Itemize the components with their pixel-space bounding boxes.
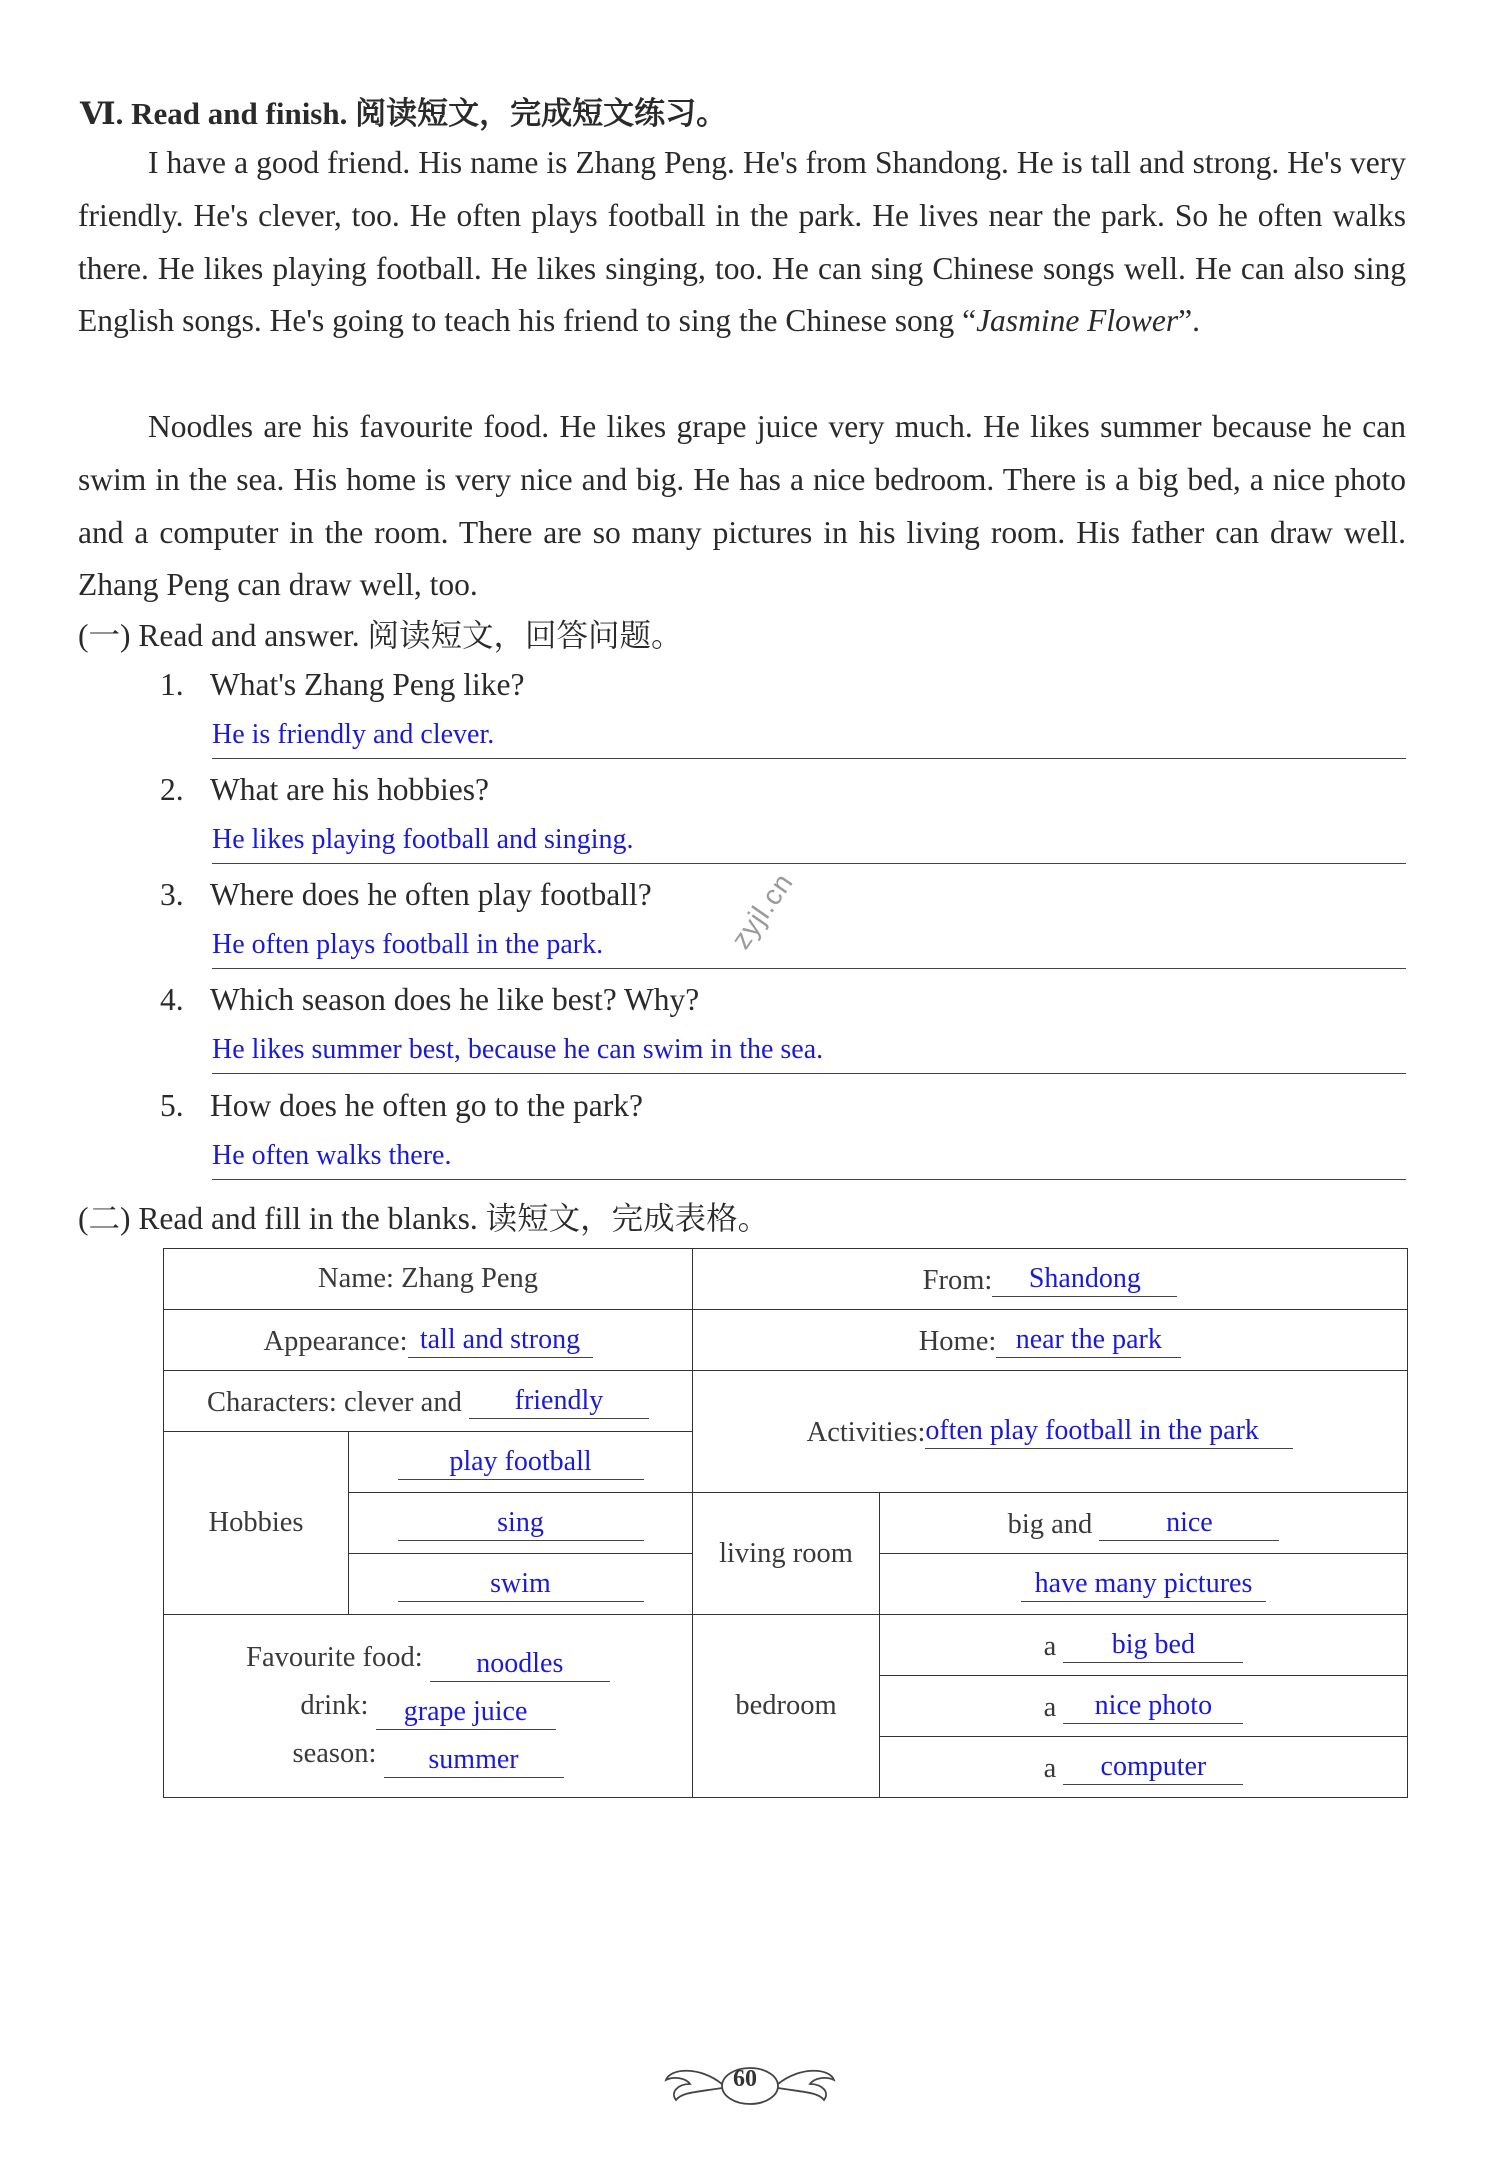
passage-paragraph-2: Noodles are his favourite food. He likes grape juice very much. He likes summer because he can swim in the sea. His home is very nice and big. He has a nice bedroom. There is a big bed, a nice photo and a computer in the room. There are so many pictures in his living room. His father can draw well. Zhang Peng can draw well, too.	[78, 409, 1406, 603]
hobby-blank-3[interactable]: swim	[398, 1567, 644, 1602]
question-number: 5.	[160, 1088, 184, 1123]
appearance-label: Appearance:	[263, 1325, 408, 1357]
hobby-cell-2	[349, 1493, 693, 1554]
living-room-cell-1	[880, 1493, 1408, 1554]
info-table	[163, 1248, 1408, 1798]
home-blank[interactable]: near the park	[996, 1323, 1181, 1358]
appearance-cell	[164, 1310, 693, 1371]
bedroom-cell-3	[880, 1737, 1408, 1798]
bedroom-blank-3[interactable]: computer	[1063, 1750, 1243, 1785]
characters-blank[interactable]: friendly	[469, 1384, 649, 1419]
song-title: Jasmine Flower	[976, 303, 1179, 339]
food-label: Favourite food:	[246, 1642, 423, 1673]
answer-line-3[interactable]: He often plays football in the park.	[212, 926, 1406, 969]
bedroom-cell-2	[880, 1676, 1408, 1737]
question-1	[160, 667, 524, 703]
food-blank[interactable]: noodles	[430, 1647, 610, 1682]
question-number: 1.	[160, 667, 184, 702]
season-label: season:	[292, 1738, 377, 1769]
characters-cell	[164, 1371, 693, 1432]
question-4	[160, 982, 699, 1018]
favourite-season-row	[164, 1730, 692, 1778]
question-text: What are his hobbies?	[210, 772, 490, 807]
answer-line-1[interactable]: He is friendly and clever.	[212, 716, 1406, 759]
passage-p1-text: I have a good friend. His name is Zhang Peng. He's from Shandong. He is tall and strong. He's very friendly. He's clever, too. He often plays football in the park. He lives near the park. So he often walks there. He likes playing football. He likes singing, too. He can sing Chinese songs well. He can also sing English songs. He's going to teach his friend to sing the Chinese song “	[78, 145, 1406, 339]
question-5	[160, 1088, 643, 1124]
living-room-cell-2	[880, 1554, 1408, 1615]
living-blank-2[interactable]: have many pictures	[1021, 1567, 1266, 1602]
hobby-cell-1	[349, 1432, 693, 1493]
question-2	[160, 772, 489, 808]
question-text: What's Zhang Peng like?	[210, 667, 525, 702]
living-room-label-cell: living room	[693, 1493, 880, 1615]
question-number: 4.	[160, 982, 184, 1017]
living-blank-1[interactable]: nice	[1099, 1506, 1279, 1541]
season-blank[interactable]: summer	[384, 1743, 564, 1778]
question-text: Where does he often play football?	[210, 877, 652, 912]
name-cell: Name: Zhang Peng	[164, 1249, 693, 1310]
favourites-cell	[164, 1615, 693, 1798]
answer-line-4[interactable]: He likes summer best, because he can swim in the sea.	[212, 1031, 1406, 1074]
activities-label: Activities:	[806, 1417, 926, 1448]
bedroom-blank-1[interactable]: big bed	[1063, 1628, 1243, 1663]
question-text: Which season does he like best? Why?	[210, 982, 700, 1017]
hobby-cell-3	[349, 1554, 693, 1615]
hobby-blank-1[interactable]: play football	[398, 1445, 644, 1480]
activities-blank[interactable]: often play football in the park	[925, 1414, 1293, 1449]
bedroom-cell-1	[880, 1615, 1408, 1676]
from-label: From:	[922, 1264, 993, 1296]
home-cell	[693, 1310, 1408, 1371]
from-blank[interactable]: Shandong	[992, 1262, 1177, 1297]
question-3	[160, 877, 652, 913]
hobbies-label-cell: Hobbies	[164, 1432, 349, 1615]
answer-line-5[interactable]: He often walks there.	[212, 1137, 1406, 1180]
favourite-drink-row	[164, 1682, 692, 1730]
part2-title: (二) Read and fill in the blanks. 读短文，完成表格。	[78, 1201, 770, 1236]
watermark: zyjl.cn	[724, 867, 800, 955]
article-a: a	[1043, 1630, 1057, 1662]
characters-label: Characters: clever and	[207, 1386, 462, 1418]
activities-cell	[693, 1371, 1408, 1493]
from-cell	[693, 1249, 1408, 1310]
appearance-blank[interactable]: tall and strong	[408, 1323, 593, 1358]
living-prefix: big and	[1007, 1508, 1093, 1540]
page-number: 60	[733, 2066, 757, 2092]
article-a: a	[1043, 1752, 1057, 1784]
section-heading: Ⅵ. Read and finish. 阅读短文，完成短文练习。	[80, 96, 728, 131]
answer-line-2[interactable]: He likes playing football and singing.	[212, 821, 1406, 864]
home-label: Home:	[918, 1325, 997, 1357]
bedroom-blank-2[interactable]: nice photo	[1063, 1689, 1243, 1724]
hobby-blank-2[interactable]: sing	[398, 1506, 644, 1541]
passage-paragraph-1	[78, 137, 1406, 348]
drink-label: drink:	[300, 1690, 369, 1721]
question-text: How does he often go to the park?	[210, 1088, 644, 1123]
bedroom-label-cell: bedroom	[693, 1615, 880, 1798]
question-number: 3.	[160, 877, 184, 912]
passage-p1-end: ”.	[1178, 303, 1201, 339]
drink-blank[interactable]: grape juice	[376, 1695, 556, 1730]
part1-title: (一) Read and answer. 阅读短文，回答问题。	[78, 618, 683, 653]
article-a: a	[1043, 1691, 1057, 1723]
question-number: 2.	[160, 772, 184, 807]
favourite-food-row	[164, 1634, 692, 1682]
